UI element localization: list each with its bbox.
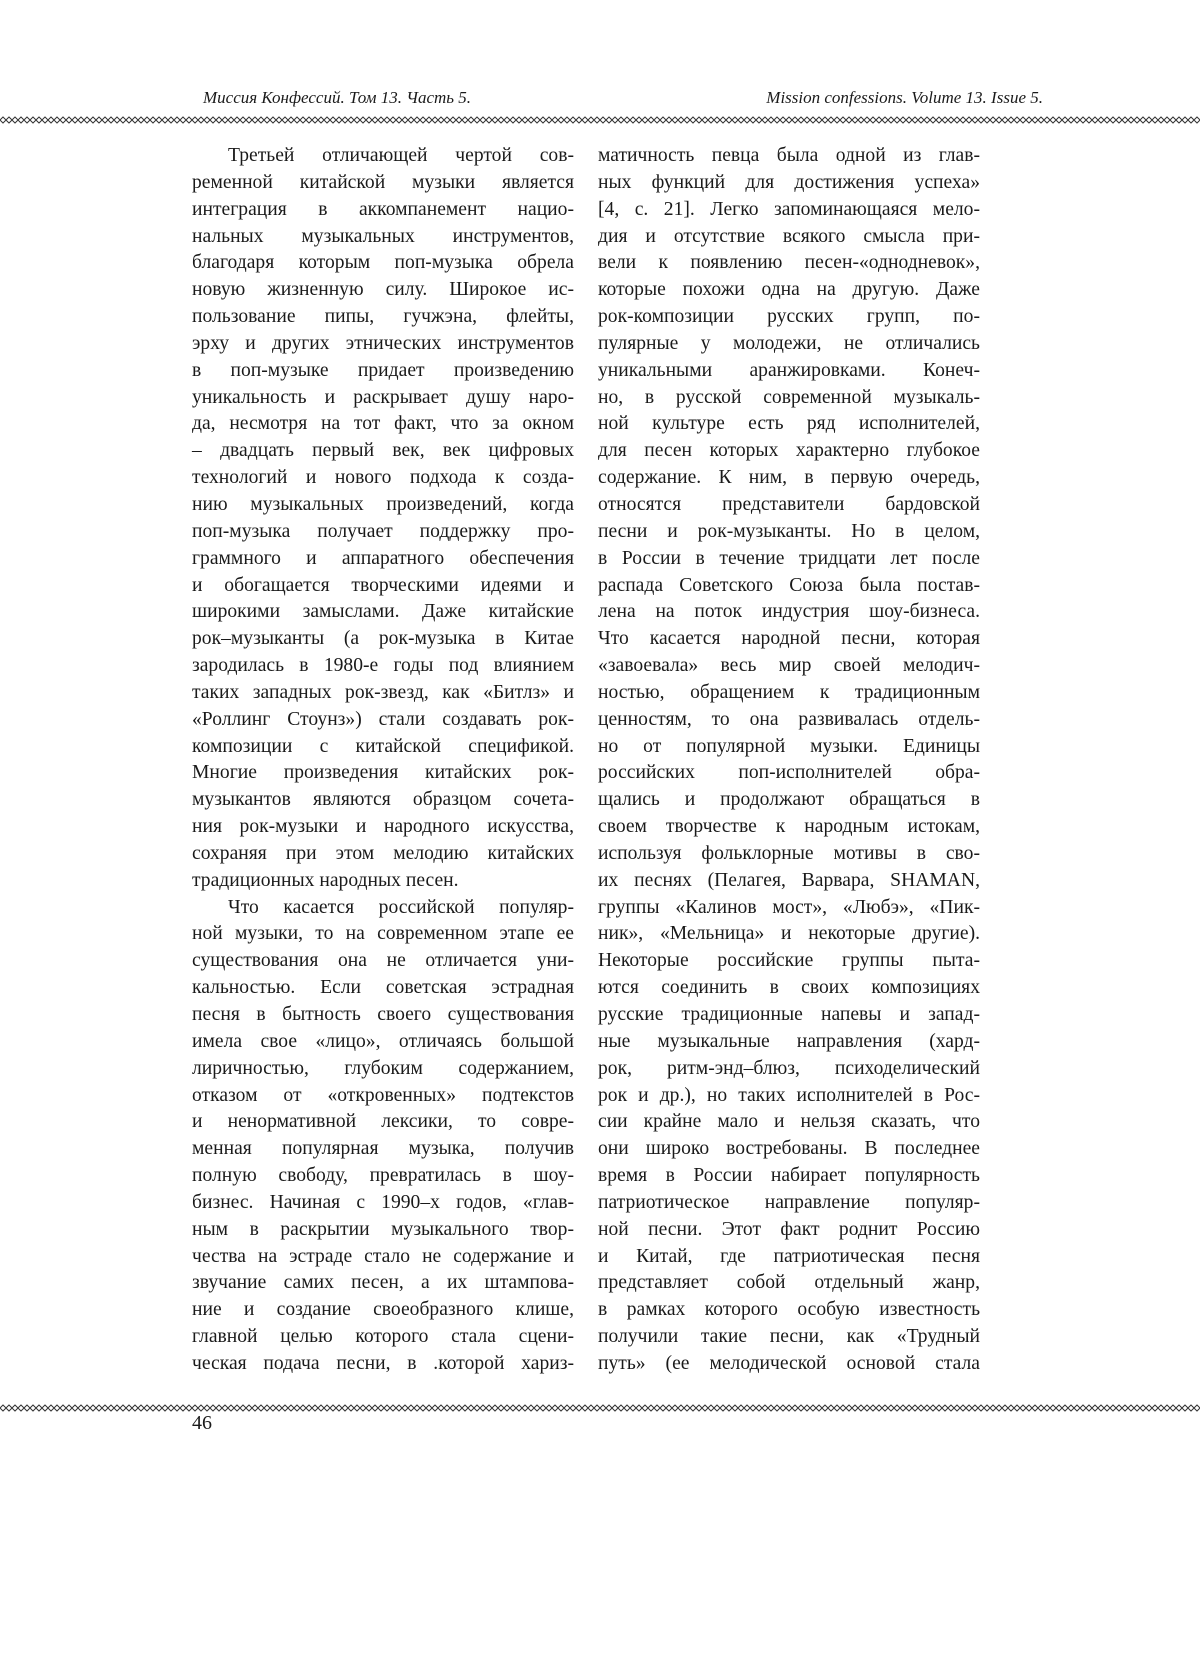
text-line: их песнях (Пелагея, Варвара, SHAMAN, bbox=[598, 868, 980, 895]
bottom-ornamental-border bbox=[0, 1404, 1200, 1412]
top-ornamental-border bbox=[0, 116, 1200, 124]
text-line: песня в бытность своего существования bbox=[192, 1002, 574, 1029]
text-line: ным в раскрытии музыкального твор- bbox=[192, 1217, 574, 1244]
text-line: и обогащается творческими идеями и bbox=[192, 573, 574, 600]
text-line: ценностям, то она развивалась отдель- bbox=[598, 707, 980, 734]
text-line: граммного и аппаратного обеспечения bbox=[192, 546, 574, 573]
text-line: традиционных народных песен. bbox=[192, 868, 574, 895]
text-line: ной песни. Этот факт роднит Россию bbox=[598, 1217, 980, 1244]
text-line: используя фольклорные мотивы в сво- bbox=[598, 841, 980, 868]
text-line: своем творчестве к народным истокам, bbox=[598, 814, 980, 841]
text-line: музыкантов являются образцом сочета- bbox=[192, 787, 574, 814]
text-line: нию музыкальных произведений, когда bbox=[192, 492, 574, 519]
text-line: «Роллинг Стоунз») стали создавать рок- bbox=[192, 707, 574, 734]
text-line: композиции с китайской спецификой. bbox=[192, 734, 574, 761]
text-line: ностью, обращением к традиционным bbox=[598, 680, 980, 707]
text-line: путь» (ее мелодической основой стала bbox=[598, 1351, 980, 1378]
text-line: получили такие песни, как «Трудный bbox=[598, 1324, 980, 1351]
text-line: [4, с. 21]. Легко запоминающаяся мело- bbox=[598, 197, 980, 224]
text-line: уникальность и раскрывает душу наро- bbox=[192, 385, 574, 412]
text-line: поп-музыка получает поддержку про- bbox=[192, 519, 574, 546]
text-line: рок, ритм-энд–блюз, психоделический bbox=[598, 1056, 980, 1083]
text-line: полную свободу, превратилась в шоу- bbox=[192, 1163, 574, 1190]
text-line: ной музыки, то на современном этапе ее bbox=[192, 921, 574, 948]
text-line: чества на эстраде стало не содержание и bbox=[192, 1244, 574, 1271]
text-line: время в России набирает популярность bbox=[598, 1163, 980, 1190]
text-line: матичность певца была одной из глав- bbox=[598, 143, 980, 170]
text-line: ются соединить в своих композициях bbox=[598, 975, 980, 1002]
running-header-english: Mission confessions. Volume 13. Issue 5. bbox=[766, 88, 1043, 108]
text-line: распада Советского Союза была постав- bbox=[598, 573, 980, 600]
text-line: широкими замыслами. Даже китайские bbox=[192, 599, 574, 626]
text-line: да, несмотря на тот факт, что за окном bbox=[192, 411, 574, 438]
text-line: ные музыкальные направления (хард- bbox=[598, 1029, 980, 1056]
text-line: щались и продолжают обращаться в bbox=[598, 787, 980, 814]
text-line: дия и отсутствие всякого смысла при- bbox=[598, 224, 980, 251]
text-line: имела свое «лицо», отличаясь большой bbox=[192, 1029, 574, 1056]
text-line: ник», «Мельница» и некоторые другие). bbox=[598, 921, 980, 948]
text-line: благодаря которым поп-музыка обрела bbox=[192, 250, 574, 277]
text-line: уникальными аранжировками. Конеч- bbox=[598, 358, 980, 385]
text-line: лена на поток индустрия шоу-бизнеса. bbox=[598, 599, 980, 626]
text-line: в России в течение тридцати лет после bbox=[598, 546, 980, 573]
text-line: рок-композиции русских групп, по- bbox=[598, 304, 980, 331]
text-line: существования она не отличается уни- bbox=[192, 948, 574, 975]
text-line: Третьей отличающей чертой сов- bbox=[192, 143, 574, 170]
text-line: «завоевала» весь мир своей мелодич- bbox=[598, 653, 980, 680]
text-line: нальных музыкальных инструментов, bbox=[192, 224, 574, 251]
running-header-russian: Миссия Конфессий. Том 13. Часть 5. bbox=[203, 88, 471, 108]
text-line: песни и рок-музыканты. Но в целом, bbox=[598, 519, 980, 546]
text-line: российских поп-исполнителей обра- bbox=[598, 760, 980, 787]
text-line: лиричностью, глубоким содержанием, bbox=[192, 1056, 574, 1083]
text-line: ной культуре есть ряд исполнителей, bbox=[598, 411, 980, 438]
text-line: Что касается народной песни, которая bbox=[598, 626, 980, 653]
text-line: ременной китайской музыки является bbox=[192, 170, 574, 197]
text-line: вели к появлению песен-«однодневок», bbox=[598, 250, 980, 277]
text-line: – двадцать первый век, век цифровых bbox=[192, 438, 574, 465]
text-line: содержание. К ним, в первую очередь, bbox=[598, 465, 980, 492]
text-line: они широко востребованы. В последнее bbox=[598, 1136, 980, 1163]
right-text-column bbox=[598, 143, 980, 1378]
text-line: патриотическое направление популяр- bbox=[598, 1190, 980, 1217]
text-line: в рамках которого особую известность bbox=[598, 1297, 980, 1324]
text-line: сохраняя при этом мелодию китайских bbox=[192, 841, 574, 868]
text-line: сии крайне мало и нельзя сказать, что bbox=[598, 1109, 980, 1136]
text-line: Что касается российской популяр- bbox=[192, 895, 574, 922]
text-line: Многие произведения китайских рок- bbox=[192, 760, 574, 787]
text-line: ние и создание своеобразного клише, bbox=[192, 1297, 574, 1324]
text-line: бизнес. Начиная с 1990–х годов, «глав- bbox=[192, 1190, 574, 1217]
text-line: отказом от «откровенных» подтекстов bbox=[192, 1083, 574, 1110]
text-line: рок–музыканты (а рок-музыка в Китае bbox=[192, 626, 574, 653]
text-line: пулярные у молодежи, не отличались bbox=[598, 331, 980, 358]
text-line: зародилась в 1980-е годы под влиянием bbox=[192, 653, 574, 680]
text-line: для песен которых характерно глубокое bbox=[598, 438, 980, 465]
text-line: но, в русской современной музыкаль- bbox=[598, 385, 980, 412]
page-number: 46 bbox=[192, 1412, 212, 1435]
text-line: пользование пипы, гучжэна, флейты, bbox=[192, 304, 574, 331]
left-text-column bbox=[192, 143, 574, 1378]
text-line: эрху и других этнических инструментов bbox=[192, 331, 574, 358]
text-line: таких западных рок-звезд, как «Битлз» и bbox=[192, 680, 574, 707]
text-line: кальностью. Если советская эстрадная bbox=[192, 975, 574, 1002]
text-line: главной целью которого стала сцени- bbox=[192, 1324, 574, 1351]
text-line: представляет собой отдельный жанр, bbox=[598, 1270, 980, 1297]
text-line: русские традиционные напевы и запад- bbox=[598, 1002, 980, 1029]
text-line: менная популярная музыка, получив bbox=[192, 1136, 574, 1163]
text-line: но от популярной музыки. Единицы bbox=[598, 734, 980, 761]
text-line: в поп-музыке придает произведению bbox=[192, 358, 574, 385]
text-line: относятся представители бардовской bbox=[598, 492, 980, 519]
text-line: звучание самих песен, а их штампова- bbox=[192, 1270, 574, 1297]
text-line: ческая подача песни, в .которой хариз- bbox=[192, 1351, 574, 1378]
text-line: Некоторые российские группы пыта- bbox=[598, 948, 980, 975]
text-line: группы «Калинов мост», «Любэ», «Пик- bbox=[598, 895, 980, 922]
text-line: рок и др.), но таких исполнителей в Рос- bbox=[598, 1083, 980, 1110]
text-line: которые похожи одна на другую. Даже bbox=[598, 277, 980, 304]
text-line: и Китай, где патриотическая песня bbox=[598, 1244, 980, 1271]
text-line: ных функций для достижения успеха» bbox=[598, 170, 980, 197]
text-line: новую жизненную силу. Широкое ис- bbox=[192, 277, 574, 304]
text-line: интеграция в аккомпанемент нацио- bbox=[192, 197, 574, 224]
text-line: и ненормативной лексики, то совре- bbox=[192, 1109, 574, 1136]
text-line: ния рок-музыки и народного искусства, bbox=[192, 814, 574, 841]
text-line: технологий и нового подхода к созда- bbox=[192, 465, 574, 492]
